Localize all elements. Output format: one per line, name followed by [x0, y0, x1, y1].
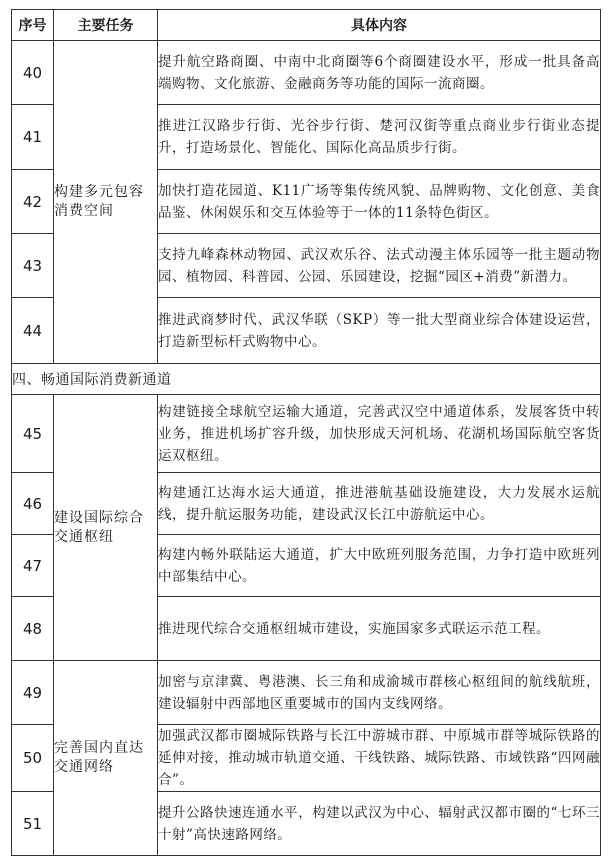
row-content: 推进武商梦时代、武汉华联（SKP）等一批大型商业综合体建设运营，打造新型标杆式购物中心。: [158, 298, 601, 364]
row-content: 推进江汉路步行街、光谷步行街、楚河汉街等重点商业步行街业态提升，打造场景化、智能化、国际化高品质步行街。: [158, 105, 601, 170]
row-number: 50: [12, 725, 54, 792]
header-task: 主要任务: [54, 10, 158, 41]
table-row: [12, 395, 601, 473]
task-table: [11, 9, 601, 856]
row-content: 加密与京津冀、粤港澳、长三角和成渝城市群核心枢纽间的航线航班，建设辐射中西部地区重要城市的国内支线网络。: [158, 661, 601, 725]
row-number: 41: [12, 105, 54, 170]
row-content: 提升公路快速连通水平，构建以武汉为中心、辐射武汉都市圈的“七环三十射”高快速路网络。: [158, 792, 601, 856]
row-content: 提升航空路商圈、中南中北商圈等6个商圈建设水平，形成一批具备高端购物、文化旅游、金融商务等功能的国际一流商圈。: [158, 41, 601, 105]
row-number: 40: [12, 41, 54, 105]
task-cell: 构建多元包容消费空间: [54, 41, 158, 364]
row-number: 43: [12, 234, 54, 298]
table-row: [12, 41, 601, 105]
table-header-row: [12, 10, 601, 41]
row-number: 49: [12, 661, 54, 725]
row-content: 构建链接全球航空运输大通道，完善武汉空中通道体系，发展客货中转业务，推进机场扩容升级，加快形成天河机场、花湖机场国际航空客货运双枢纽。: [158, 395, 601, 473]
row-content: 构建内畅外联陆运大通道，扩大中欧班列服务范围，力争打造中欧班列中部集结中心。: [158, 535, 601, 597]
row-content: 推进现代综合交通枢纽城市建设，实施国家多式联运示范工程。: [158, 597, 601, 661]
row-number: 45: [12, 395, 54, 473]
row-number: 44: [12, 298, 54, 364]
task-cell: 完善国内直达交通网络: [54, 661, 158, 856]
table-row: [12, 661, 601, 725]
row-number: 47: [12, 535, 54, 597]
row-content: 加快打造花园道、K11广场等集传统风貌、品牌购物、文化创意、美食品鉴、休闲娱乐和交互体验等于一体的11条特色街区。: [158, 170, 601, 234]
header-seq: 序号: [12, 10, 54, 41]
row-number: 42: [12, 170, 54, 234]
row-number: 51: [12, 792, 54, 856]
row-number: 46: [12, 473, 54, 535]
section-row: [12, 364, 601, 395]
row-number: 48: [12, 597, 54, 661]
row-content: 加强武汉都市圈城际铁路与长江中游城市群、中原城市群等城际铁路的延伸对接，推动城市轨道交通、干线铁路、城际铁路、市域铁路“四网融合”。: [158, 725, 601, 792]
section-title: 四、畅通国际消费新通道: [12, 364, 601, 395]
row-content: 构建通江达海水运大通道，推进港航基础设施建设，大力发展水运航线，提升航运服务功能，建设武汉长江中游航运中心。: [158, 473, 601, 535]
task-cell: 建设国际综合交通枢纽: [54, 395, 158, 661]
header-content: 具体内容: [158, 10, 601, 41]
row-content: 支持九峰森林动物园、武汉欢乐谷、法式动漫主体乐园等一批主题动物园、植物园、科普园、公园、乐园建设，挖掘“园区+消费”新潜力。: [158, 234, 601, 298]
